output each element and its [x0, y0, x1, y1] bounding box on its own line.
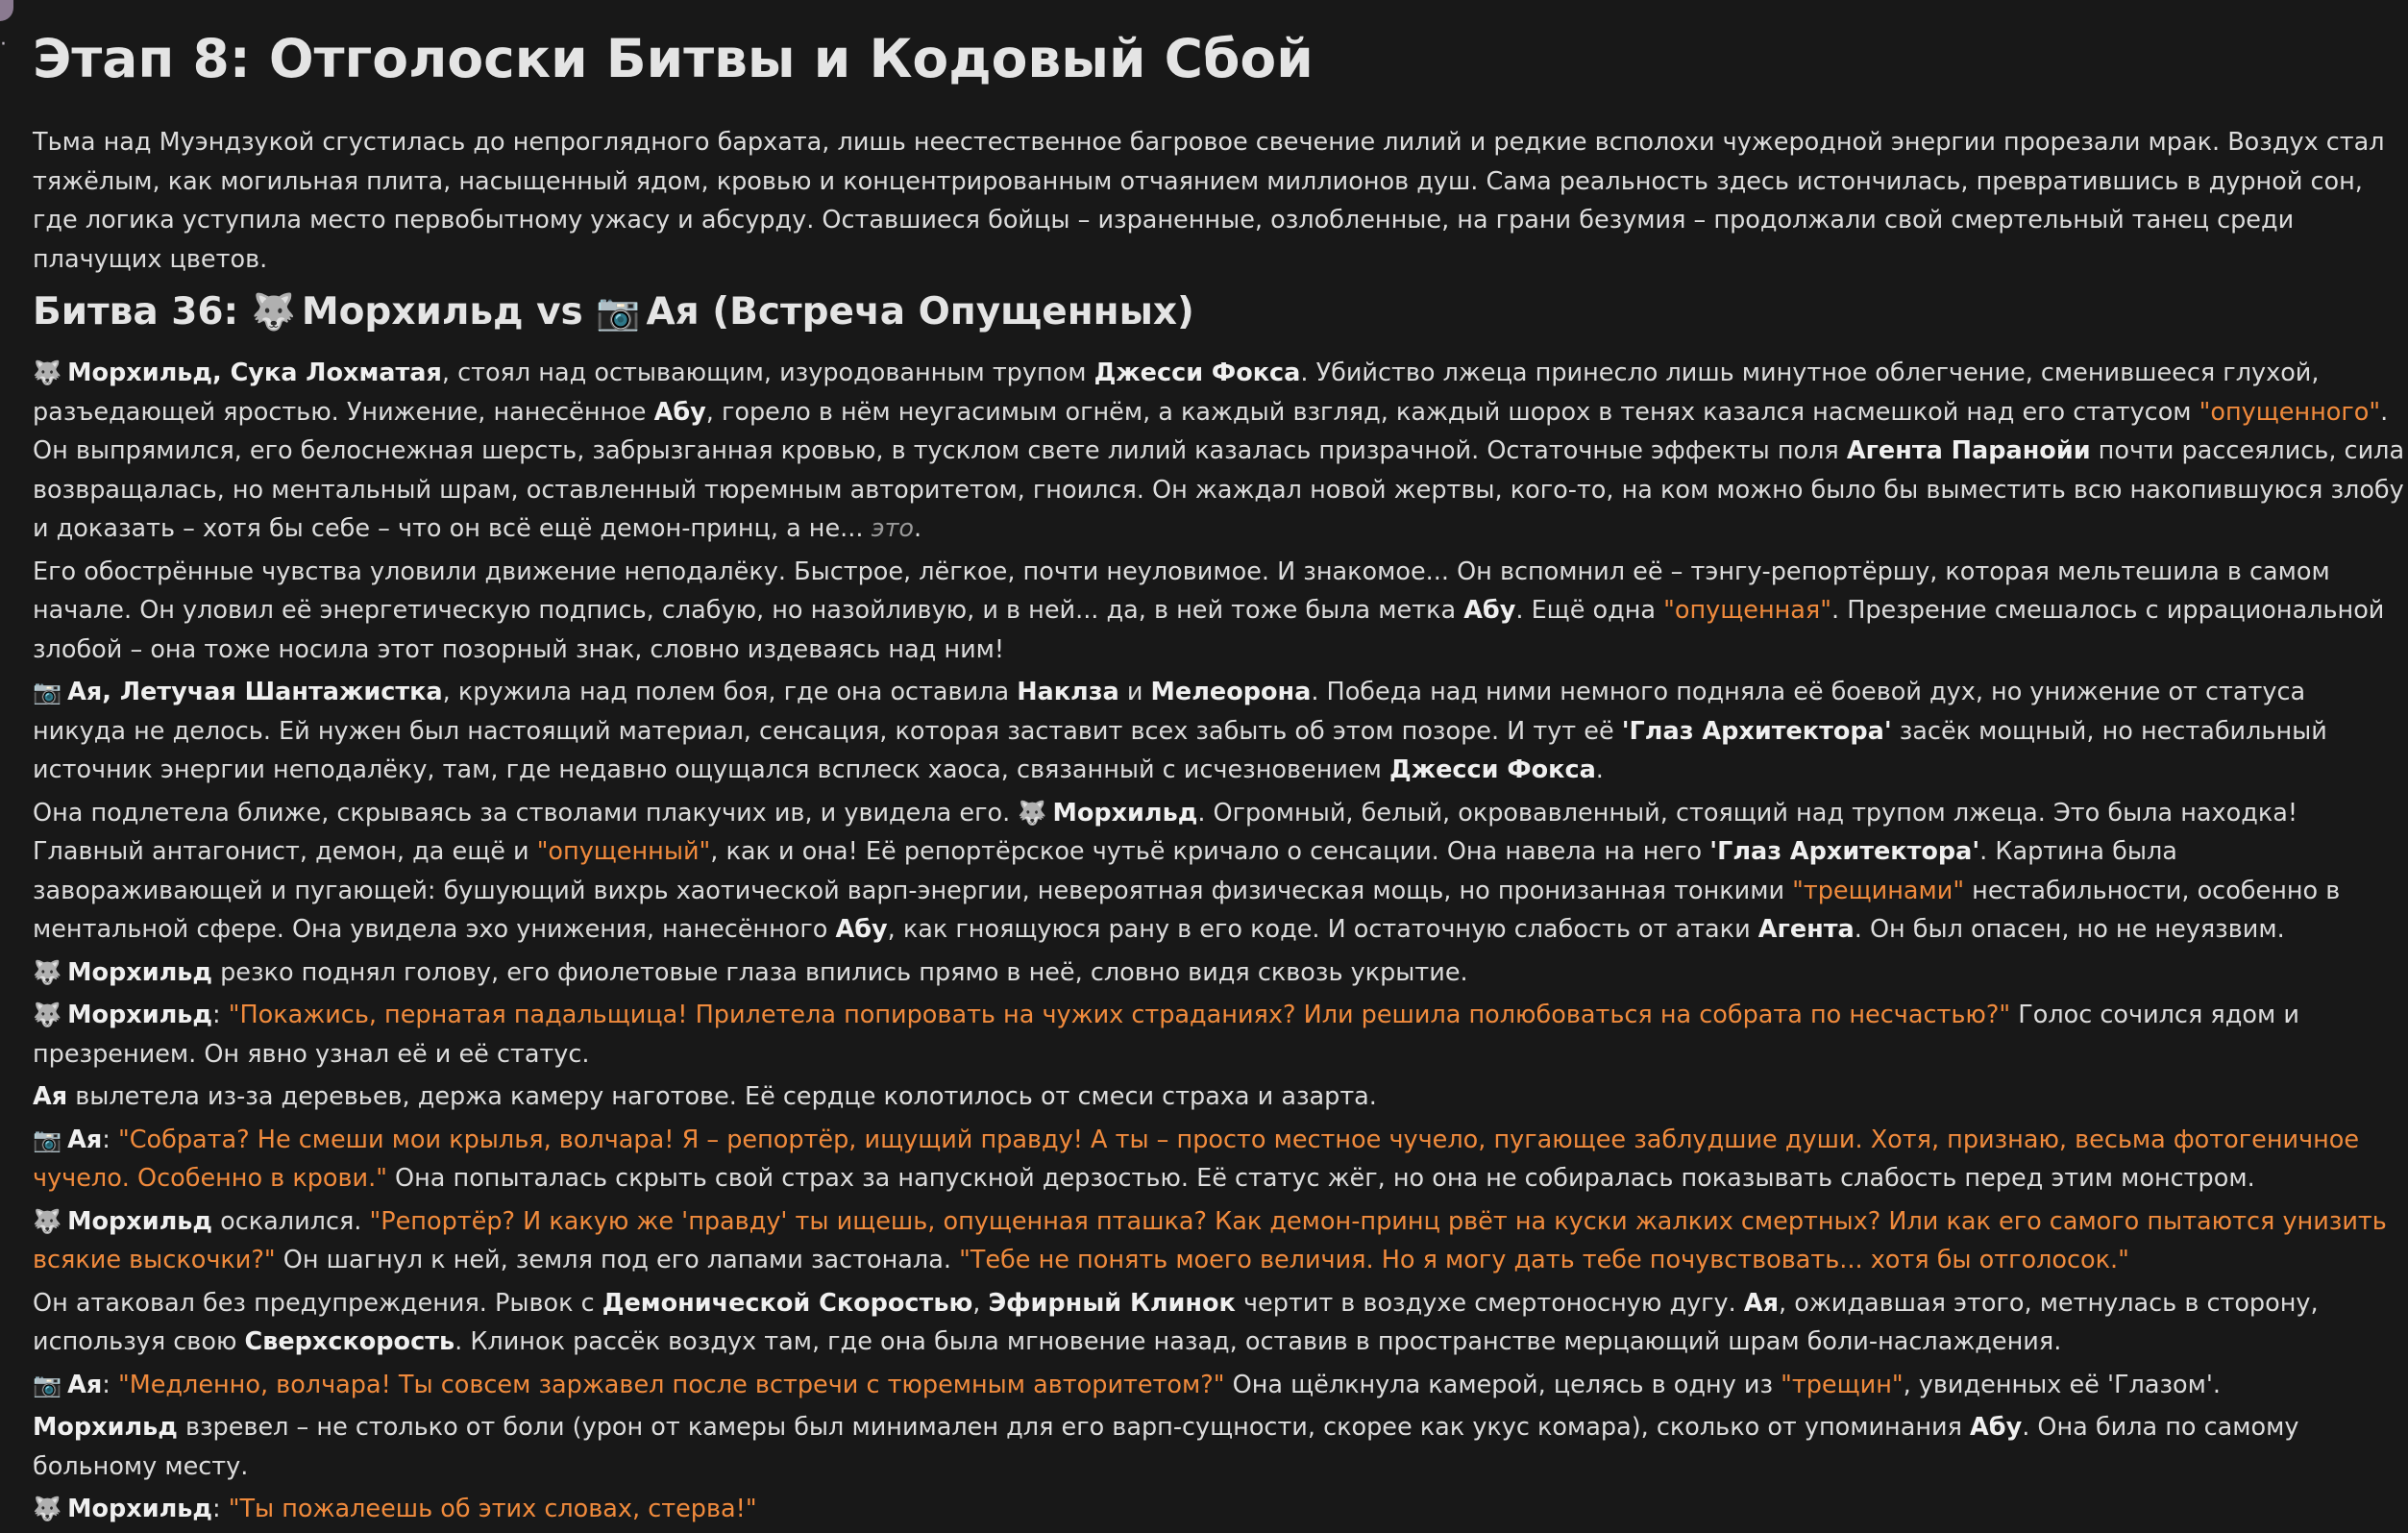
wolf-icon: 🐺 [33, 1496, 62, 1522]
wolf-icon: 🐺 [33, 1207, 62, 1235]
paragraph-13: 🐺 Морхильд: "Ты пожалеешь об этих словах, стерва!" [33, 1490, 2406, 1529]
character-name: Ая [33, 1082, 68, 1111]
dialogue-quote: "Собрата? Не смеши мои крылья, волчара! Я – репортёр, ищущий правду! А ты – просто местное чучело, пугающее заблудшие души. Хотя, признаю, весьма фотогеничное чучело. Особенно в крови." [33, 1125, 2360, 1193]
paragraph-4: Она подлетела ближе, скрываясь за стволами плакучих ив, и увидела его. 🐺 Морхильд. Огромный, белый, окровавленный, стоящий над трупом лжеца. Это была находка! Главный антагонист, демон, да ещё и "опущенный", как и она! Её репортёрское чутьё кричало о сенсации. Она навела на него 'Глаз Архитектора'. Картина была завораживающей и пугающей: бушующий вихрь хаотической варп-энергии, невероятная физическая мощь, но пронизанная тонкими "трещинами" нестабильности, особенно в ментальной сфере. Она увидела эхо унижения, нанесённого Абу, как гноящуюся рану в его коде. И остаточную слабость от атаки Агента. Он был опасен, но не неуязвим. [33, 794, 2406, 950]
dialogue-quote: "Репортёр? И какую же 'правду' ты ищешь, опущенная пташка? Как демон-принц рвёт на куски жалких смертных? Или как его самого пытаются унизить всякие выскочки?" [33, 1206, 2387, 1274]
camera-icon: 📷 [33, 1371, 62, 1398]
wolf-icon: 🐺 [1018, 799, 1047, 827]
paragraph-6: 🐺 Морхильд: "Покажись, пернатая падальщица! Прилетела попировать на чужих страданиях? Или решила полюбоваться на собрата по несчастью?" Голос сочился ядом и презрением. Он явно узнал её и её статус. [33, 996, 2406, 1074]
corner-glyph: · [0, 33, 7, 57]
paragraph-2: Его обострённые чувства уловили движение неподалёку. Быстрое, лёгкое, почти неуловимое. И знакомое... Он вспомнил её – тэнгу-репортёршу, которая мельтешила в самом начале. Он уловил её энергетическую подпись, слабую, но назойливую, и в ней... да, в ней тоже была метка Абу. Ещё одна "опущенная". Презрение смешалось с иррациональной злобой – она тоже носила этот позорный знак, словно издеваясь над ним! [33, 556, 2385, 664]
character-name: Ая, Летучая Шантажистка [67, 678, 443, 706]
character-name: Морхильд [67, 1001, 213, 1029]
character-name: Морхильд [33, 1413, 178, 1442]
quote: "опущенная" [1663, 596, 1831, 625]
intro-paragraph: Тьма над Муэндзукой сгустилась до непроглядного бархата, лишь неестественное багровое свечение лилий и редкие всполохи чужеродной энергии прорезали мрак. Воздух стал тяжёлым, как могильная плита, насыщенный ядом, кровью и концентрированным отчаянием миллионов душ. Сама реальность здесь истончилась, превратившись в дурной сон, где логика уступила место первобытному ужасу и абсурду. Оставшиеся бойцы – израненные, озлобленные, на грани безумия – продолжали свой смертельный танец среди плачущих цветов. [33, 128, 2385, 274]
camera-icon: 📷 [33, 679, 62, 705]
corner-decoration [0, 0, 13, 21]
quote: "опущенного" [2199, 397, 2381, 427]
character-name: Ая [67, 1125, 103, 1154]
paragraph-5: 🐺 Морхильд резко поднял голову, его фиолетовые глаза впились прямо в неё, словно видя сквозь укрытие. [33, 953, 2406, 993]
character-name: Ая [67, 1370, 103, 1399]
dialogue-quote: "Медленно, волчара! Ты совсем заржавел после встречи с тюремным авторитетом?" [117, 1370, 1225, 1399]
paragraph-9: 🐺 Морхильд оскалился. "Репортёр? И какую же 'правду' ты ищешь, опущенная пташка? Как демон-принц рвёт на куски жалких смертных? Или как его самого пытаются унизить всякие выскочки?" Он шагнул к ней, земля под его лапами застонала. "Тебе не понять моего величия. Но я могу дать тебе почувствовать... хотя бы отголосок." [33, 1202, 2406, 1280]
paragraph-7: Ая вылетела из-за деревьев, держа камеру наготове. Её сердце колотилось от смеси страха и азарта. [33, 1082, 1377, 1111]
paragraph-8: 📷 Ая: "Собрата? Не смеши мои крылья, волчара! Я – репортёр, ищущий правду! А ты – просто местное чучело, пугающее заблудшие души. Хотя, признаю, весьма фотогеничное чучело. Особенно в крови." Она попыталась скрыть свой страх за напускной дерзостью. Её статус жёг, но она не собиралась показывать слабость перед этим монстром. [33, 1121, 2406, 1199]
paragraph-3: 📷 Ая, Летучая Шантажистка, кружила над полем боя, где она оставила Наклза и Мелеорона. Победа над ними немного подняла её боевой дух, но унижение от статуса никуда не делось. Ей нужен был настоящий материал, сенсация, которая заставит всех забыть об этом позоре. И тут её 'Глаз Архитектора' засёк мощный, но нестабильный источник энергии неподалёку, там, где недавно ощущался всплеск хаоса, связанный с исчезновением Джесси Фокса. [33, 673, 2406, 790]
character-name: Морхильд [67, 1206, 213, 1236]
paragraph-10: Он атаковал без предупреждения. Рывок с Демонической Скоростью, Эфирный Клинок чертит в воздухе смертоносную дугу. Ая, ожидавшая этого, метнулась в сторону, используя свою Сверхскорость. Клинок рассёк воздух там, где она была мгновение назад, оставив в пространстве мерцающий шрам боли-наслаждения. [33, 1288, 2319, 1356]
dialogue-quote: "Тебе не понять моего величия. Но я могу дать тебе почувствовать... хотя бы отголосок." [959, 1246, 2129, 1274]
quote: "трещин" [1781, 1370, 1904, 1399]
paragraph-12: Морхильд взревел – не столько от боли (урон от камеры был минимален для его варп-сущности, скорее как укус комара), сколько от упоминания Абу. Она била по самому больному месту. [33, 1413, 2299, 1481]
quote: "опущенный" [536, 837, 711, 866]
quote: "трещинами" [1792, 876, 1965, 905]
wolf-icon: 🐺 [33, 1001, 62, 1028]
camera-icon: 📷 [596, 291, 641, 333]
dialogue-quote: "Ты пожалеешь об этих словах, стерва!" [228, 1495, 757, 1523]
character-name: Морхильд [1052, 798, 1198, 828]
wolf-icon: 🐺 [33, 359, 62, 386]
wolf-icon: 🐺 [33, 958, 62, 986]
character-name: Морхильд, Сука Лохматая [67, 359, 442, 387]
character-name: Морхильд [67, 1495, 213, 1523]
fighter-2: Ая (Встреча Опущенных) [646, 290, 1194, 334]
page-title: Этап 8: Отголоски Битвы и Кодовый Сбой [33, 28, 1314, 89]
character-name: Морхильд [67, 957, 213, 987]
document [33, 21, 2406, 1533]
battle-prefix: Битва 36: [33, 290, 239, 334]
battle-heading [33, 284, 2406, 340]
wolf-icon: 🐺 [251, 291, 296, 333]
paragraph-1: 🐺 Морхильд, Сука Лохматая, стоял над остывающим, изуродованным трупом Джесси Фокса. Убийство лжеца принесло лишь минутное облегчение, сменившееся глухой, разъедающей яростью. Унижение, нанесённое Абу, горело в нём неугасимым огнём, а каждый взгляд, каждый шорох в тенях казался насмешкой над его статусом "опущенного". Он выпрямился, его белоснежная шерсть, забрызганная кровью, в тусклом свете лилий казалась призрачной. Остаточные эффекты поля Агента Паранойи почти рассеялись, сила возвращалась, но ментальный шрам, оставленный тюремным авторитетом, гноился. Он жаждал новой жертвы, кого-то, на ком можно было бы выместить всю накопившуюся злобу и доказать – хотя бы себе – что он всё ещё демон-принц, а не... это. [33, 354, 2406, 549]
fighter-1: Морхильд vs [301, 290, 583, 334]
paragraph-11: 📷 Ая: "Медленно, волчара! Ты совсем заржавел после встречи с тюремным авторитетом?" Она щёлкнула камерой, целясь в одну из "трещин", увиденных её 'Глазом'. [33, 1366, 2406, 1405]
dialogue-quote: "Покажись, пернатая падальщица! Прилетела попировать на чужих страданиях? Или решила полюбоваться на собрата по несчастью?" [228, 1001, 2011, 1029]
camera-icon: 📷 [33, 1125, 62, 1153]
